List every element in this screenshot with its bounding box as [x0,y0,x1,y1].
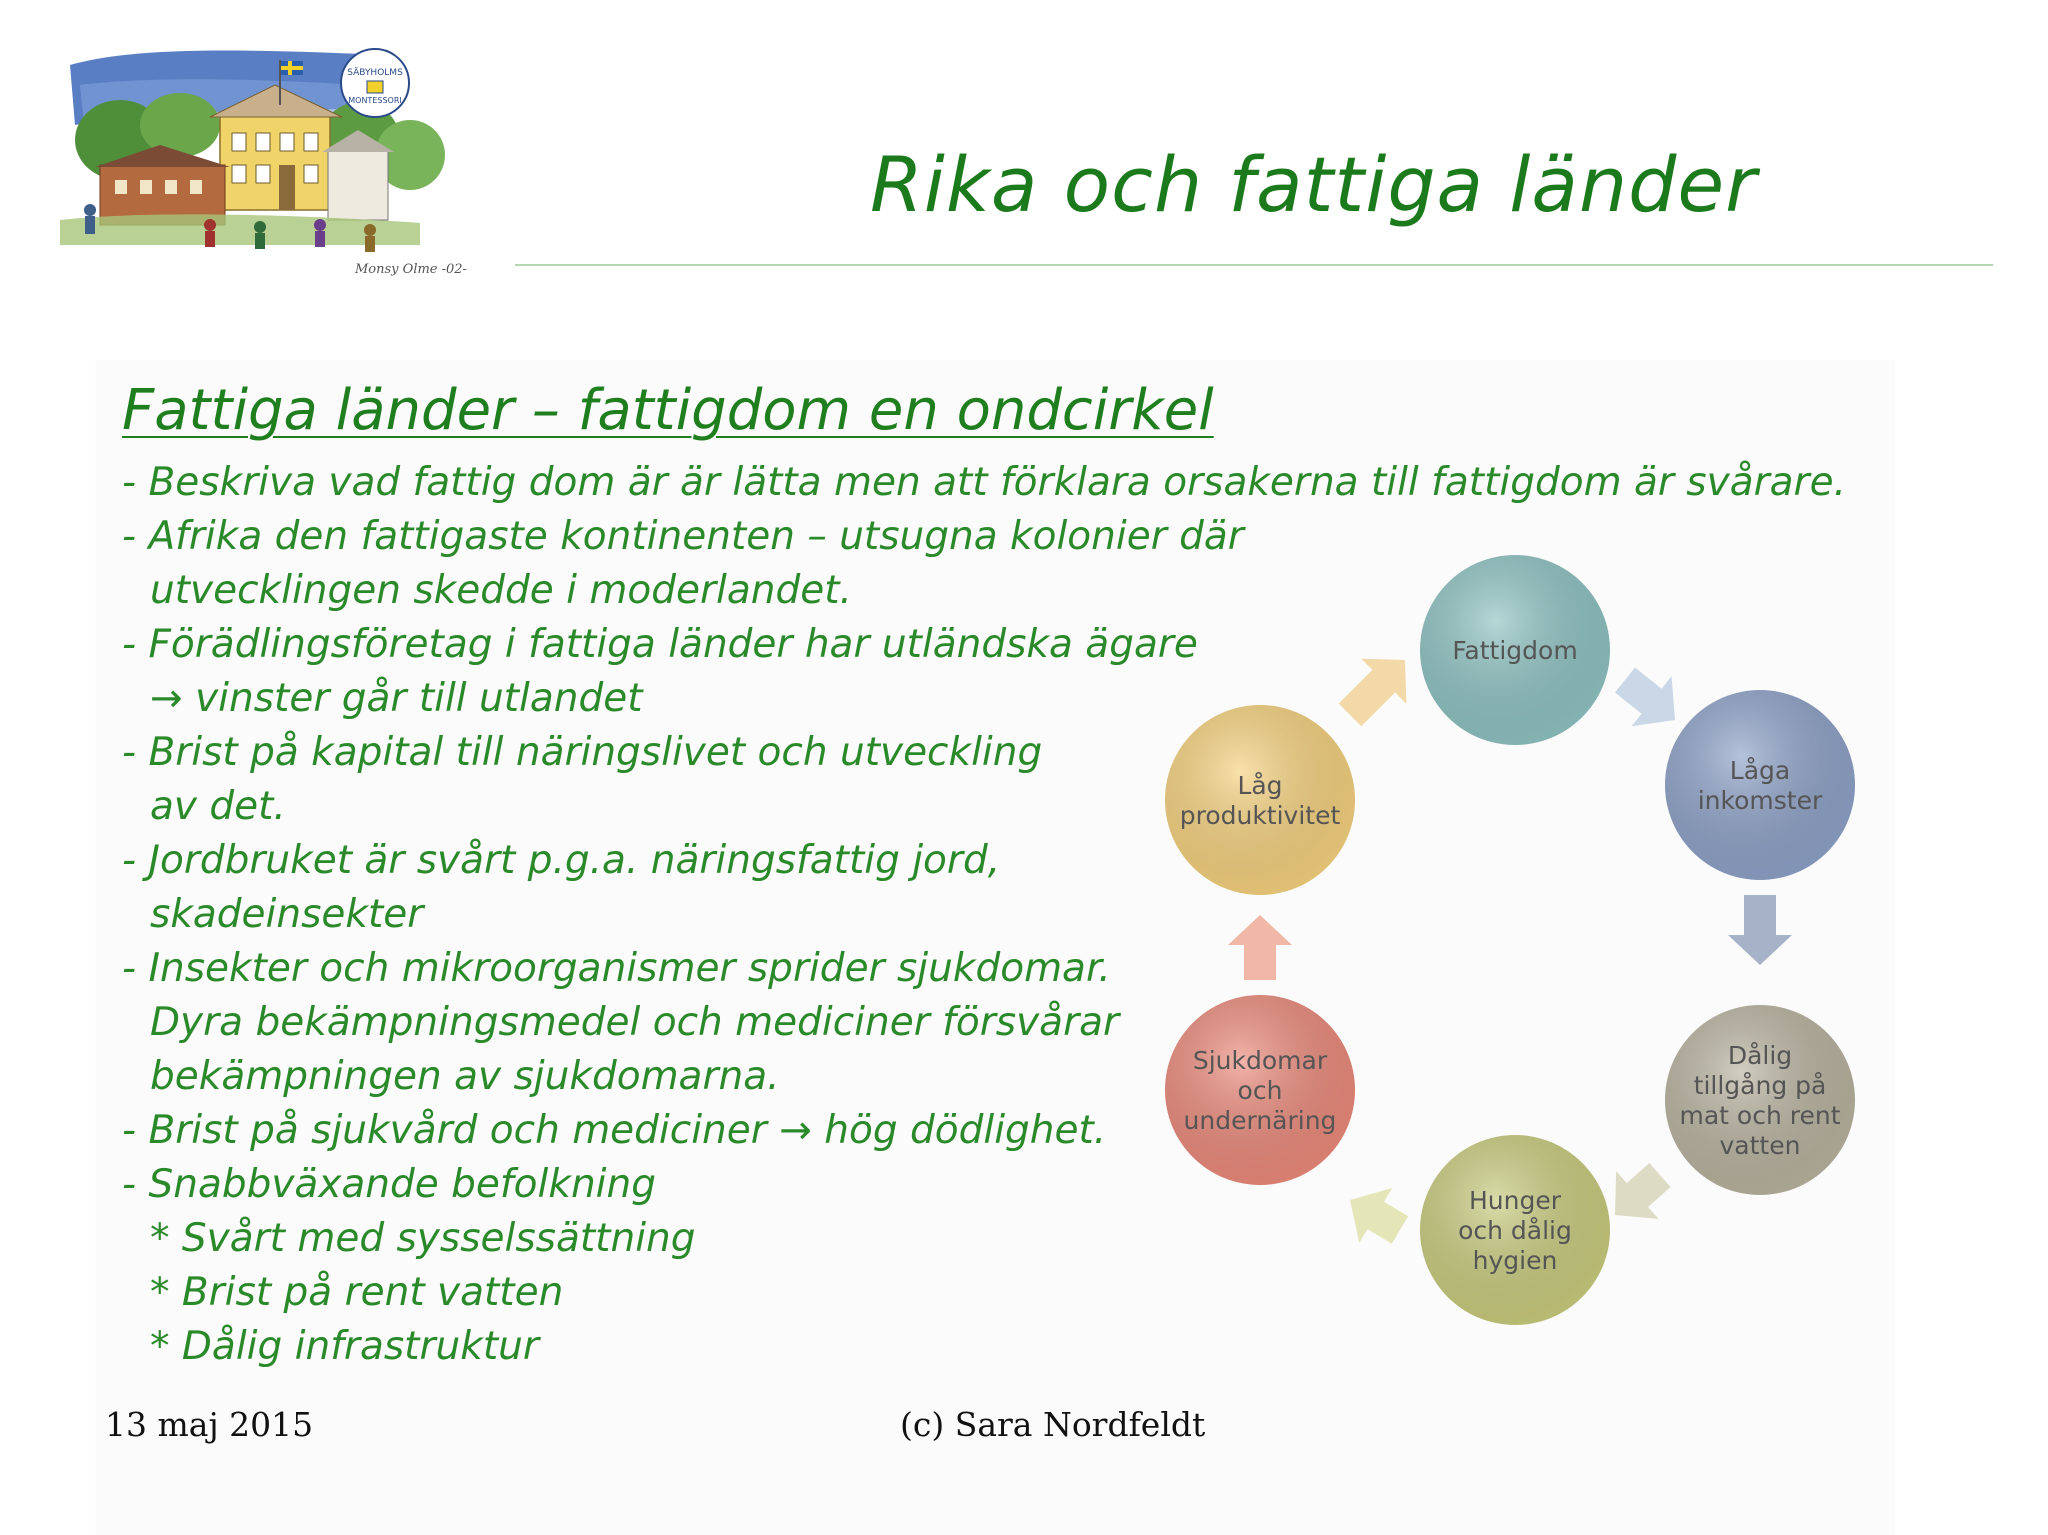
bullet-continuation: * Brist på rent vatten [150,1270,564,1315]
cycle-node-fattigdom [1420,555,1610,745]
bullet-continuation: utvecklingen skedde i moderlandet. [150,568,852,613]
cycle-node-lag-produktivitet [1165,705,1355,895]
bullet-continuation: bekämpningen av sjukdomarna. [150,1054,780,1099]
cycle-node-label: tillgång på [1693,1071,1827,1100]
cycle-arrow [1350,1188,1408,1244]
bullet-continuation: * Dålig infrastruktur [150,1324,539,1369]
cycle-node-label: produktivitet [1179,801,1341,830]
cycle-node-label: inkomster [1697,786,1823,815]
page-title: Rika och fattiga länder [870,140,1758,229]
poverty-cycle-diagram [1130,510,1900,1330]
bullet-text: - Brist på kapital till näringslivet och utveckling [122,730,1043,775]
bullet-continuation: * Svårt med sysselssättning [150,1216,696,1261]
cycle-node-shading [1165,705,1355,895]
logo-seal-bottom-text: MONTESSORI [348,96,402,105]
bullet-text: - Insekter och mikroorganismer sprider sjukdomar. [122,946,1111,991]
school-illustration [60,45,470,285]
cycle-node-label: undernäring [1183,1106,1337,1135]
cycle-node-label: Dålig [1727,1041,1793,1070]
section-heading: Fattiga länder – fattigdom en ondcirkel [122,378,1214,443]
cycle-svg [1130,510,1900,1330]
bullet-text: - Snabbväxande befolkning [122,1162,656,1207]
cycle-node-laga-inkomster [1665,690,1855,880]
cycle-arrow [1615,668,1675,727]
bullet-continuation: av det. [150,784,286,829]
school-logo [60,45,470,285]
bullet-continuation: Dyra bekämpningsmedel och mediciner försvårar [150,1000,1120,1045]
bullet-item [122,456,1846,510]
cycle-node-label: och [1237,1076,1283,1105]
cycle-node-label: Låga [1729,756,1791,785]
cycle-node-shading [1665,1005,1855,1195]
cycle-arrow [1228,915,1292,980]
logo-seal-top-text: SÄBYHOLMS [347,68,403,78]
bullet-text: - Jordbruket är svårt p.g.a. näringsfattig jord, [122,838,1001,883]
bullet-continuation: skadeinsekter [150,892,424,937]
footer-credit: (c) Sara Nordfeldt [900,1405,1206,1444]
bullet-text: - Brist på sjukvård och mediciner → hög dödlighet. [122,1108,1107,1153]
title-divider [515,264,1993,266]
footer-date: 13 maj 2015 [105,1405,314,1444]
cycle-node-sjukdomar [1165,995,1355,1185]
cycle-node-label: mat och rent [1679,1101,1841,1130]
bullet-text: - Förädlingsföretag i fattiga länder har utländska ägare [122,622,1198,667]
cycle-node-label: vatten [1719,1131,1801,1160]
bullet-text: - Afrika den fattigaste kontinenten – utsugna kolonier där [122,514,1244,559]
bullet-continuation: → vinster går till utlandet [150,676,643,721]
cycle-node-label: Låg [1237,771,1283,800]
cycle-node-label: och dålig [1458,1216,1572,1245]
cycle-node-label: hygien [1472,1246,1558,1275]
cycle-node-hunger [1420,1135,1610,1325]
cycle-arrow [1615,1163,1671,1219]
cycle-arrow [1339,659,1407,727]
cycle-node-dalig-tillgang [1665,1005,1855,1195]
bullet-text: - Beskriva vad fattig dom är är lätta men att förklara orsakerna till fattigdom är svårare. [122,460,1846,505]
cycle-arrow [1728,895,1792,965]
cycle-node-label: Fattigdom [1452,636,1578,665]
logo-signature: Monsy Olme -02- [355,262,467,277]
cycle-node-shading [1665,690,1855,880]
cycle-node-label: Sjukdomar [1192,1046,1328,1075]
cycle-node-label: Hunger [1468,1186,1562,1215]
